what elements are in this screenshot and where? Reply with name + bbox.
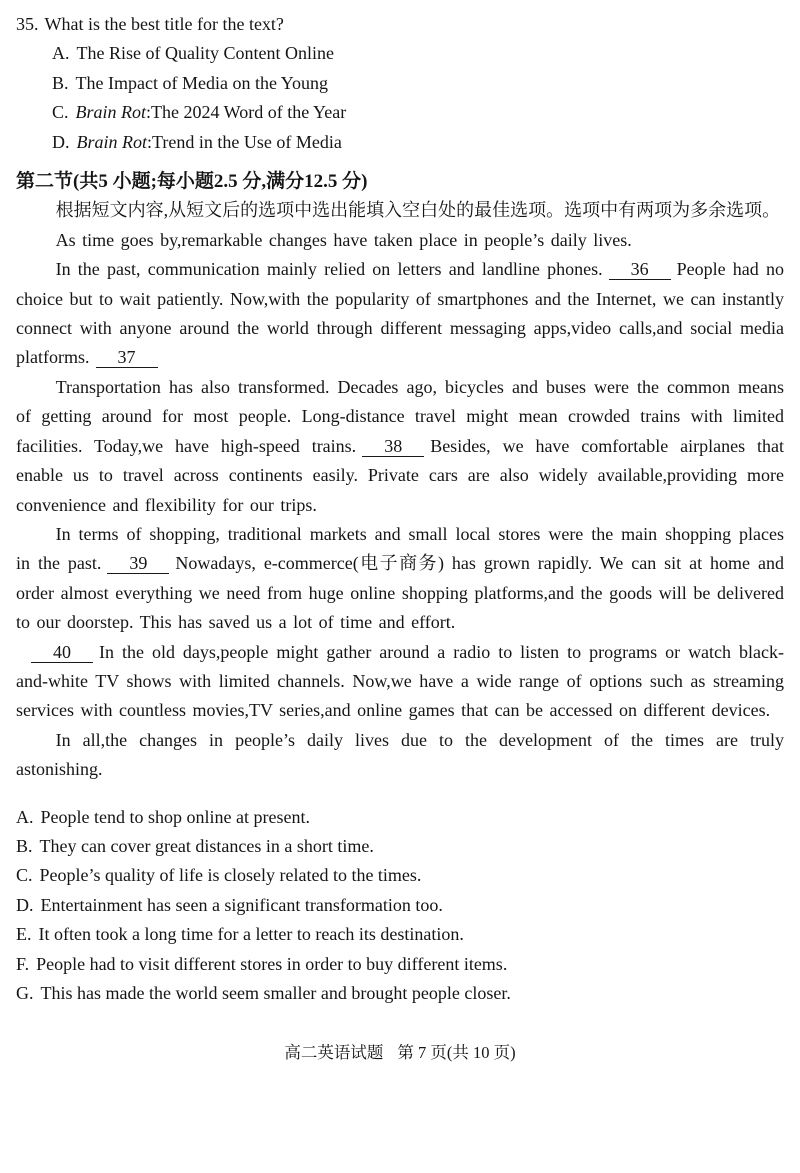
- choice-text: This has made the world seem smaller and brought people closer.: [40, 983, 511, 1003]
- passage-paragraph-3: [16, 373, 784, 520]
- choice-b: [16, 832, 784, 861]
- option-text: :The 2024 Word of the Year: [146, 102, 347, 123]
- choice-label: A.: [16, 806, 34, 827]
- footer-page-info: 第 7 页(共 10 页): [397, 1043, 516, 1063]
- blank-number: 38: [384, 435, 403, 456]
- option-text: :Trend in the Use of Media: [147, 131, 342, 152]
- question-text: What is the best title for the text?: [44, 14, 284, 34]
- blank-39: [107, 553, 169, 574]
- choice-label: D.: [16, 894, 34, 915]
- paragraph-text: In the past, communication mainly relied on letters and landline phones.: [55, 259, 603, 280]
- blank-36: [609, 259, 671, 280]
- choice-g: [16, 979, 784, 1008]
- choice-label: G.: [16, 983, 34, 1003]
- passage-paragraph-4: [16, 520, 784, 638]
- option-a: [52, 39, 784, 68]
- question-number: 35.: [16, 14, 39, 34]
- choice-f: [16, 950, 784, 979]
- question-35: [16, 10, 784, 157]
- choice-text: People tend to shop online at present.: [40, 806, 310, 827]
- choice-text: Entertainment has seen a significant transformation too.: [40, 894, 443, 915]
- choice-e: [16, 920, 784, 949]
- option-label: A.: [52, 43, 70, 64]
- paragraph-text: Besides, we have comfortable airplanes that enable us to travel across continents easily. Private cars are also widely available,providing more convenience and flexibility for our trips.: [16, 435, 784, 515]
- option-text: The Rise of Quality Content Online: [76, 43, 334, 64]
- paragraph-text: As time goes by,remarkable changes have taken place in people’s daily lives.: [55, 229, 632, 250]
- section-heading: 第二节(共5 小题;每小题2.5 分,满分12.5 分): [16, 171, 368, 193]
- choice-label: C.: [16, 865, 33, 886]
- option-italic-part: Brain Rot: [76, 131, 147, 152]
- choice-text: People’s quality of life is closely related to the times.: [39, 865, 422, 886]
- option-c: [52, 98, 784, 127]
- choice-a: [16, 803, 784, 832]
- blank-number: 37: [117, 347, 136, 368]
- blank-40: [31, 642, 93, 663]
- option-text: The Impact of Media on the Young: [75, 72, 328, 93]
- choice-label: F.: [16, 953, 30, 974]
- passage-paragraph-1: [16, 226, 784, 255]
- blank-38: [362, 436, 424, 457]
- choice-text: People had to visit different stores in order to buy different items.: [36, 953, 508, 974]
- option-italic-part: Brain Rot: [75, 102, 147, 123]
- choice-d: [16, 891, 784, 920]
- answer-choices: [16, 803, 784, 1009]
- paragraph-text: Nowadays, e-commerce(电子商务) has grown rapidly. We can sit at home and order almost everything we need from huge online shopping platforms,and the goods will be delivered to our doorstep. This has saved us a lot of time and effort.: [16, 553, 784, 633]
- option-label: D.: [52, 131, 70, 152]
- choice-label: B.: [16, 835, 33, 856]
- blank-number: 39: [129, 553, 148, 574]
- option-label: B.: [52, 72, 69, 93]
- choice-label: E.: [16, 924, 32, 945]
- passage-paragraph-5: [16, 638, 784, 726]
- section-instructions: 根据短文内容,从短文后的选项中选出能填入空白处的最佳选项。选项中有两项为多余选项。: [55, 200, 781, 221]
- paragraph-text: In the old days,people might gather around a radio to listen to programs or watch black-and-white TV shows with limited channels. Now,we have a wide range of options such as streaming services with countless movies,TV series,and online games that can be accessed on different devices.: [16, 641, 784, 721]
- blank-number: 40: [53, 641, 71, 662]
- cloze-passage: [16, 226, 784, 785]
- question-35-options: [52, 39, 784, 157]
- paragraph-text: In all,the changes in people’s daily lives due to the development of the times are truly astonishing.: [16, 729, 784, 780]
- page-footer: [16, 1038, 784, 1067]
- option-d: [52, 128, 784, 157]
- choice-c: [16, 861, 784, 890]
- footer-doc-title: 高二英语试题: [284, 1043, 384, 1063]
- blank-37: [96, 347, 158, 368]
- question-35-stem: [16, 10, 784, 39]
- option-b: [52, 69, 784, 98]
- passage-paragraph-6: [16, 726, 784, 785]
- paragraph-text: People had no choice but to wait patiently. Now,with the popularity of smartphones and the Internet, we can instantly connect with anyone around the world through different messaging apps,video calls,and social media platforms.: [16, 259, 784, 368]
- choice-text: It often took a long time for a letter to reach its destination.: [38, 924, 464, 945]
- paragraph-text: Transportation has also transformed. Decades ago, bicycles and buses were the common means of getting around for most people. Long-distance travel might mean crowded trains with limited facilities. Today,we have high-speed trains.: [16, 376, 784, 456]
- option-label: C.: [52, 102, 69, 123]
- paragraph-text: In terms of shopping, traditional markets and small local stores were the main shopping places in the past.: [16, 523, 784, 574]
- passage-paragraph-2: [16, 255, 784, 373]
- blank-number: 36: [630, 259, 649, 280]
- choice-text: They can cover great distances in a short time.: [39, 835, 374, 856]
